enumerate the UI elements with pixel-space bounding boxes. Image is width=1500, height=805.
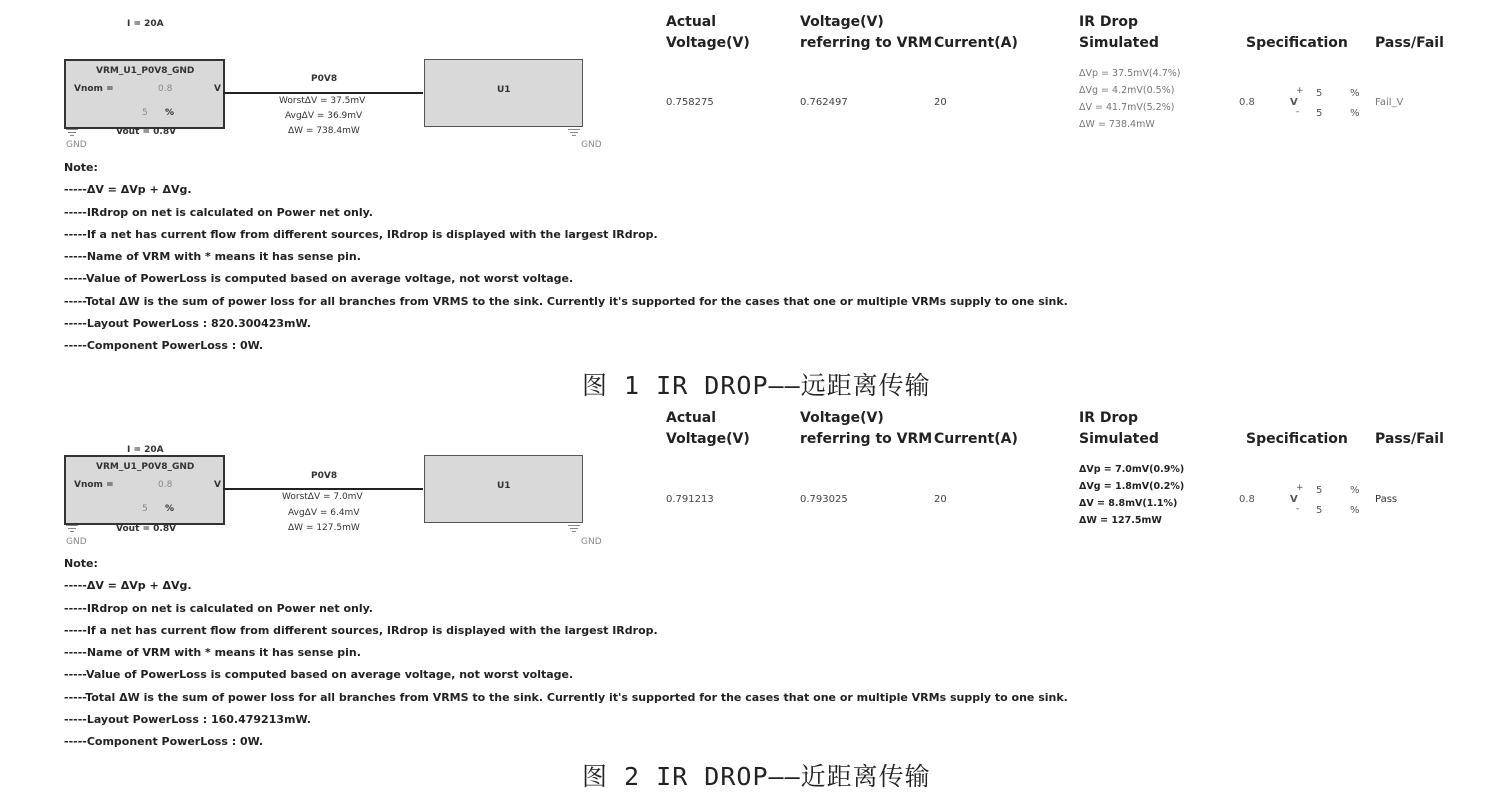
note-line: -----Layout PowerLoss : 820.300423mW. bbox=[64, 317, 311, 331]
ground-symbol-icon bbox=[66, 127, 78, 136]
note-line: -----Total ΔW is the sum of power loss for all branches from VRMS to the sink. Currently it's supported for the cases that one or multiple VRMs supply to one sink. bbox=[64, 690, 1068, 704]
note-line: -----Value of PowerLoss is computed based on average voltage, not worst voltage. bbox=[64, 668, 574, 682]
spec-plus: + bbox=[1296, 483, 1304, 493]
header-voltage-ref: Voltage(V) referring to VRM bbox=[800, 410, 933, 447]
note-line: -----Name of VRM with * means it has sense pin. bbox=[64, 646, 361, 660]
header-ir-drop: IR Drop Simulated bbox=[1079, 410, 1159, 447]
net-name: P0V8 bbox=[311, 471, 338, 481]
spec-pct-minus: % bbox=[1350, 505, 1360, 516]
note-line: Note: bbox=[64, 161, 98, 174]
tolerance-value: 5 bbox=[142, 108, 148, 118]
actual-voltage-value: 0.791213 bbox=[666, 494, 714, 505]
sink-name: U1 bbox=[497, 481, 511, 491]
net-wire bbox=[223, 92, 423, 94]
spec-tol-minus: 5 bbox=[1316, 108, 1323, 119]
spec-plus: + bbox=[1296, 86, 1304, 96]
gnd-label-right: GND bbox=[581, 537, 602, 547]
vout-label: Vout = 0.8V bbox=[116, 524, 177, 534]
net-power-loss: ΔW = 127.5mW bbox=[288, 523, 360, 533]
header-pass-fail: Pass/Fail bbox=[1375, 431, 1444, 447]
vout-label: Vout = 0.8V bbox=[116, 127, 177, 137]
vrm-box bbox=[64, 455, 225, 525]
vnom-unit: V bbox=[214, 480, 221, 490]
spec-minus: - bbox=[1296, 107, 1300, 117]
note-line: -----Name of VRM with * means it has sense pin. bbox=[64, 250, 361, 264]
header-actual-voltage: Actual Voltage(V) bbox=[666, 410, 750, 447]
net-wire bbox=[223, 488, 423, 490]
worst-dv: WorstΔV = 37.5mV bbox=[279, 96, 366, 106]
spec-pct-plus: % bbox=[1350, 88, 1360, 99]
vnom-label: Vnom = bbox=[74, 480, 114, 490]
spec-tol-plus: 5 bbox=[1316, 88, 1323, 99]
header-specification: Specification bbox=[1246, 35, 1348, 51]
avg-dv: AvgΔV = 6.4mV bbox=[288, 508, 360, 518]
net-power-loss: ΔW = 738.4mW bbox=[288, 126, 360, 136]
ground-symbol-icon bbox=[66, 523, 78, 532]
gnd-label-left: GND bbox=[66, 140, 87, 150]
current-label: I = 20A bbox=[127, 19, 164, 29]
header-current: Current(A) bbox=[934, 35, 1018, 51]
figure-caption: 图 2 IR DROP——近距离传输 bbox=[582, 762, 931, 791]
note-line: -----IRdrop on net is calculated on Power net only. bbox=[64, 205, 373, 219]
sink-box bbox=[424, 59, 583, 127]
note-line: -----Value of PowerLoss is computed based on average voltage, not worst voltage. bbox=[64, 272, 574, 286]
spec-value: 0.8 bbox=[1239, 494, 1255, 505]
tolerance-unit: % bbox=[165, 108, 175, 118]
note-line: -----Component PowerLoss : 0W. bbox=[64, 339, 264, 353]
note-line: -----ΔV = ΔVp + ΔVg. bbox=[64, 183, 192, 197]
vnom-value: 0.8 bbox=[158, 480, 173, 490]
note-line: Note: bbox=[64, 557, 98, 570]
notes-list bbox=[64, 157, 1068, 358]
note-line: -----If a net has current flow from different sources, IRdrop is displayed with the largest IRdrop. bbox=[64, 227, 658, 241]
result-value: Fail_V bbox=[1375, 97, 1404, 108]
figure-caption: 图 1 IR DROP——远距离传输 bbox=[582, 371, 931, 400]
note-line: -----Component PowerLoss : 0W. bbox=[64, 735, 264, 749]
spec-tol-minus: 5 bbox=[1316, 505, 1323, 516]
note-line: -----ΔV = ΔVp + ΔVg. bbox=[64, 579, 192, 593]
spec-unit: V bbox=[1290, 494, 1298, 505]
sink-box bbox=[424, 455, 583, 523]
spec-minus: - bbox=[1296, 504, 1300, 514]
note-line: -----Layout PowerLoss : 160.479213mW. bbox=[64, 713, 311, 727]
net-name: P0V8 bbox=[311, 74, 338, 84]
note-line: -----Total ΔW is the sum of power loss for all branches from VRMS to the sink. Currently it's supported for the cases that one or multiple VRMs supply to one sink. bbox=[64, 294, 1068, 308]
tolerance-value: 5 bbox=[142, 504, 148, 514]
voltage-ref-value: 0.793025 bbox=[800, 494, 848, 505]
header-specification: Specification bbox=[1246, 431, 1348, 447]
ground-symbol-icon bbox=[568, 127, 580, 136]
spec-pct-minus: % bbox=[1350, 108, 1360, 119]
avg-dv: AvgΔV = 36.9mV bbox=[285, 111, 363, 121]
current-label: I = 20A bbox=[127, 445, 164, 455]
voltage-ref-value: 0.762497 bbox=[800, 97, 848, 108]
vrm-name: VRM_U1_P0V8_GND bbox=[96, 462, 195, 472]
current-value: 20 bbox=[934, 97, 947, 108]
worst-dv: WorstΔV = 7.0mV bbox=[282, 492, 363, 502]
vrm-name: VRM_U1_P0V8_GND bbox=[96, 66, 195, 76]
notes-list bbox=[64, 553, 1068, 754]
vnom-unit: V bbox=[214, 84, 221, 94]
gnd-label-right: GND bbox=[581, 140, 602, 150]
ground-symbol-icon bbox=[568, 523, 580, 532]
spec-unit: V bbox=[1290, 97, 1298, 108]
note-line: -----IRdrop on net is calculated on Power net only. bbox=[64, 601, 373, 615]
actual-voltage-value: 0.758275 bbox=[666, 97, 714, 108]
tolerance-unit: % bbox=[165, 504, 175, 514]
spec-pct-plus: % bbox=[1350, 485, 1360, 496]
header-pass-fail: Pass/Fail bbox=[1375, 35, 1444, 51]
vnom-label: Vnom = bbox=[74, 84, 114, 94]
vrm-box bbox=[64, 59, 225, 129]
spec-value: 0.8 bbox=[1239, 97, 1255, 108]
current-value: 20 bbox=[934, 494, 947, 505]
header-actual-voltage: Actual Voltage(V) bbox=[666, 14, 750, 51]
spec-tol-plus: 5 bbox=[1316, 485, 1323, 496]
header-current: Current(A) bbox=[934, 431, 1018, 447]
header-ir-drop: IR Drop Simulated bbox=[1079, 14, 1159, 51]
ir-drop-values: ΔVp = 7.0mV(0.9%) ΔVg = 1.8mV(0.2%) ΔV = 8.8mV(1.1%) ΔW = 127.5mW bbox=[1079, 464, 1185, 526]
ir-drop-values: ΔVp = 37.5mV(4.7%) ΔVg = 4.2mV(0.5%) ΔV = 41.7mV(5.2%) ΔW = 738.4mW bbox=[1079, 68, 1181, 130]
sink-name: U1 bbox=[497, 85, 511, 95]
note-line: -----If a net has current flow from different sources, IRdrop is displayed with the largest IRdrop. bbox=[64, 623, 658, 637]
result-value: Pass bbox=[1375, 494, 1398, 505]
vnom-value: 0.8 bbox=[158, 84, 173, 94]
header-voltage-ref: Voltage(V) referring to VRM bbox=[800, 14, 933, 51]
gnd-label-left: GND bbox=[66, 537, 87, 547]
